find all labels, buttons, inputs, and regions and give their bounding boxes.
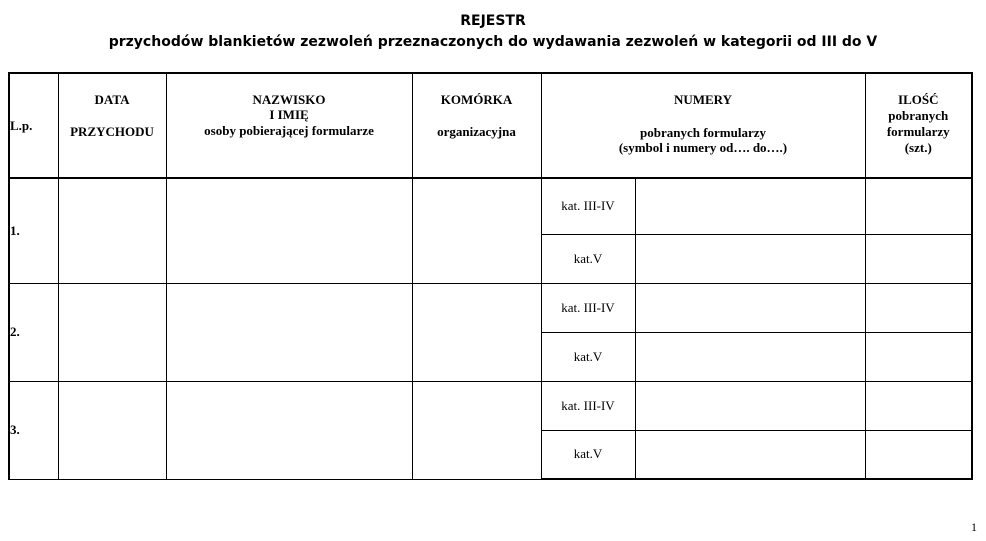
- header-nazwisko-imie: NAZWISKO I IMIĘ osoby pobierającej formularze: [166, 73, 412, 178]
- header-komorka: KOMÓRKA organizacyjna: [412, 73, 541, 178]
- date-cell: [58, 381, 166, 479]
- row-number: 1.: [9, 178, 58, 283]
- quantity-cell: [865, 283, 972, 332]
- name-cell: [166, 283, 412, 381]
- header-ilosc: ILOŚĆ pobranych formularzy (szt.): [865, 73, 972, 178]
- numbers-cell: [635, 234, 865, 283]
- page-number: 1: [971, 520, 977, 534]
- unit-cell: [412, 283, 541, 381]
- unit-cell: [412, 178, 541, 283]
- quantity-cell: [865, 234, 972, 283]
- quantity-cell: [865, 381, 972, 430]
- category-label: kat.V: [541, 332, 635, 381]
- header-numery: NUMERY pobranych formularzy (symbol i numery od…. do….): [541, 73, 865, 178]
- table-row: [9, 283, 972, 332]
- name-cell: [166, 381, 412, 479]
- row-number: 3.: [9, 381, 58, 479]
- category-label: kat.V: [541, 430, 635, 479]
- header-data-przychodu: DATA PRZYCHODU: [58, 73, 166, 178]
- name-cell: [166, 178, 412, 283]
- date-cell: [58, 283, 166, 381]
- category-label: kat.V: [541, 234, 635, 283]
- quantity-cell: [865, 332, 972, 381]
- register-table: [8, 72, 973, 480]
- quantity-cell: [865, 178, 972, 234]
- category-label: kat. III-IV: [541, 178, 635, 234]
- date-cell: [58, 178, 166, 283]
- register-subtitle: przychodów blankietów zezwoleń przeznaczonych do wydawania zezwoleń w kategorii od III do V: [108, 34, 878, 50]
- row-number: 2.: [9, 283, 58, 381]
- table-row: [9, 381, 972, 430]
- register-title: REJESTR: [460, 13, 526, 29]
- numbers-cell: [635, 430, 865, 479]
- numbers-cell: [635, 381, 865, 430]
- numbers-cell: [635, 283, 865, 332]
- category-label: kat. III-IV: [541, 381, 635, 430]
- header-lp: L.p.: [9, 73, 58, 178]
- category-label: kat. III-IV: [541, 283, 635, 332]
- header-row: [9, 73, 972, 178]
- table-row: [9, 178, 972, 234]
- unit-cell: [412, 381, 541, 479]
- numbers-cell: [635, 178, 865, 234]
- numbers-cell: [635, 332, 865, 381]
- quantity-cell: [865, 430, 972, 479]
